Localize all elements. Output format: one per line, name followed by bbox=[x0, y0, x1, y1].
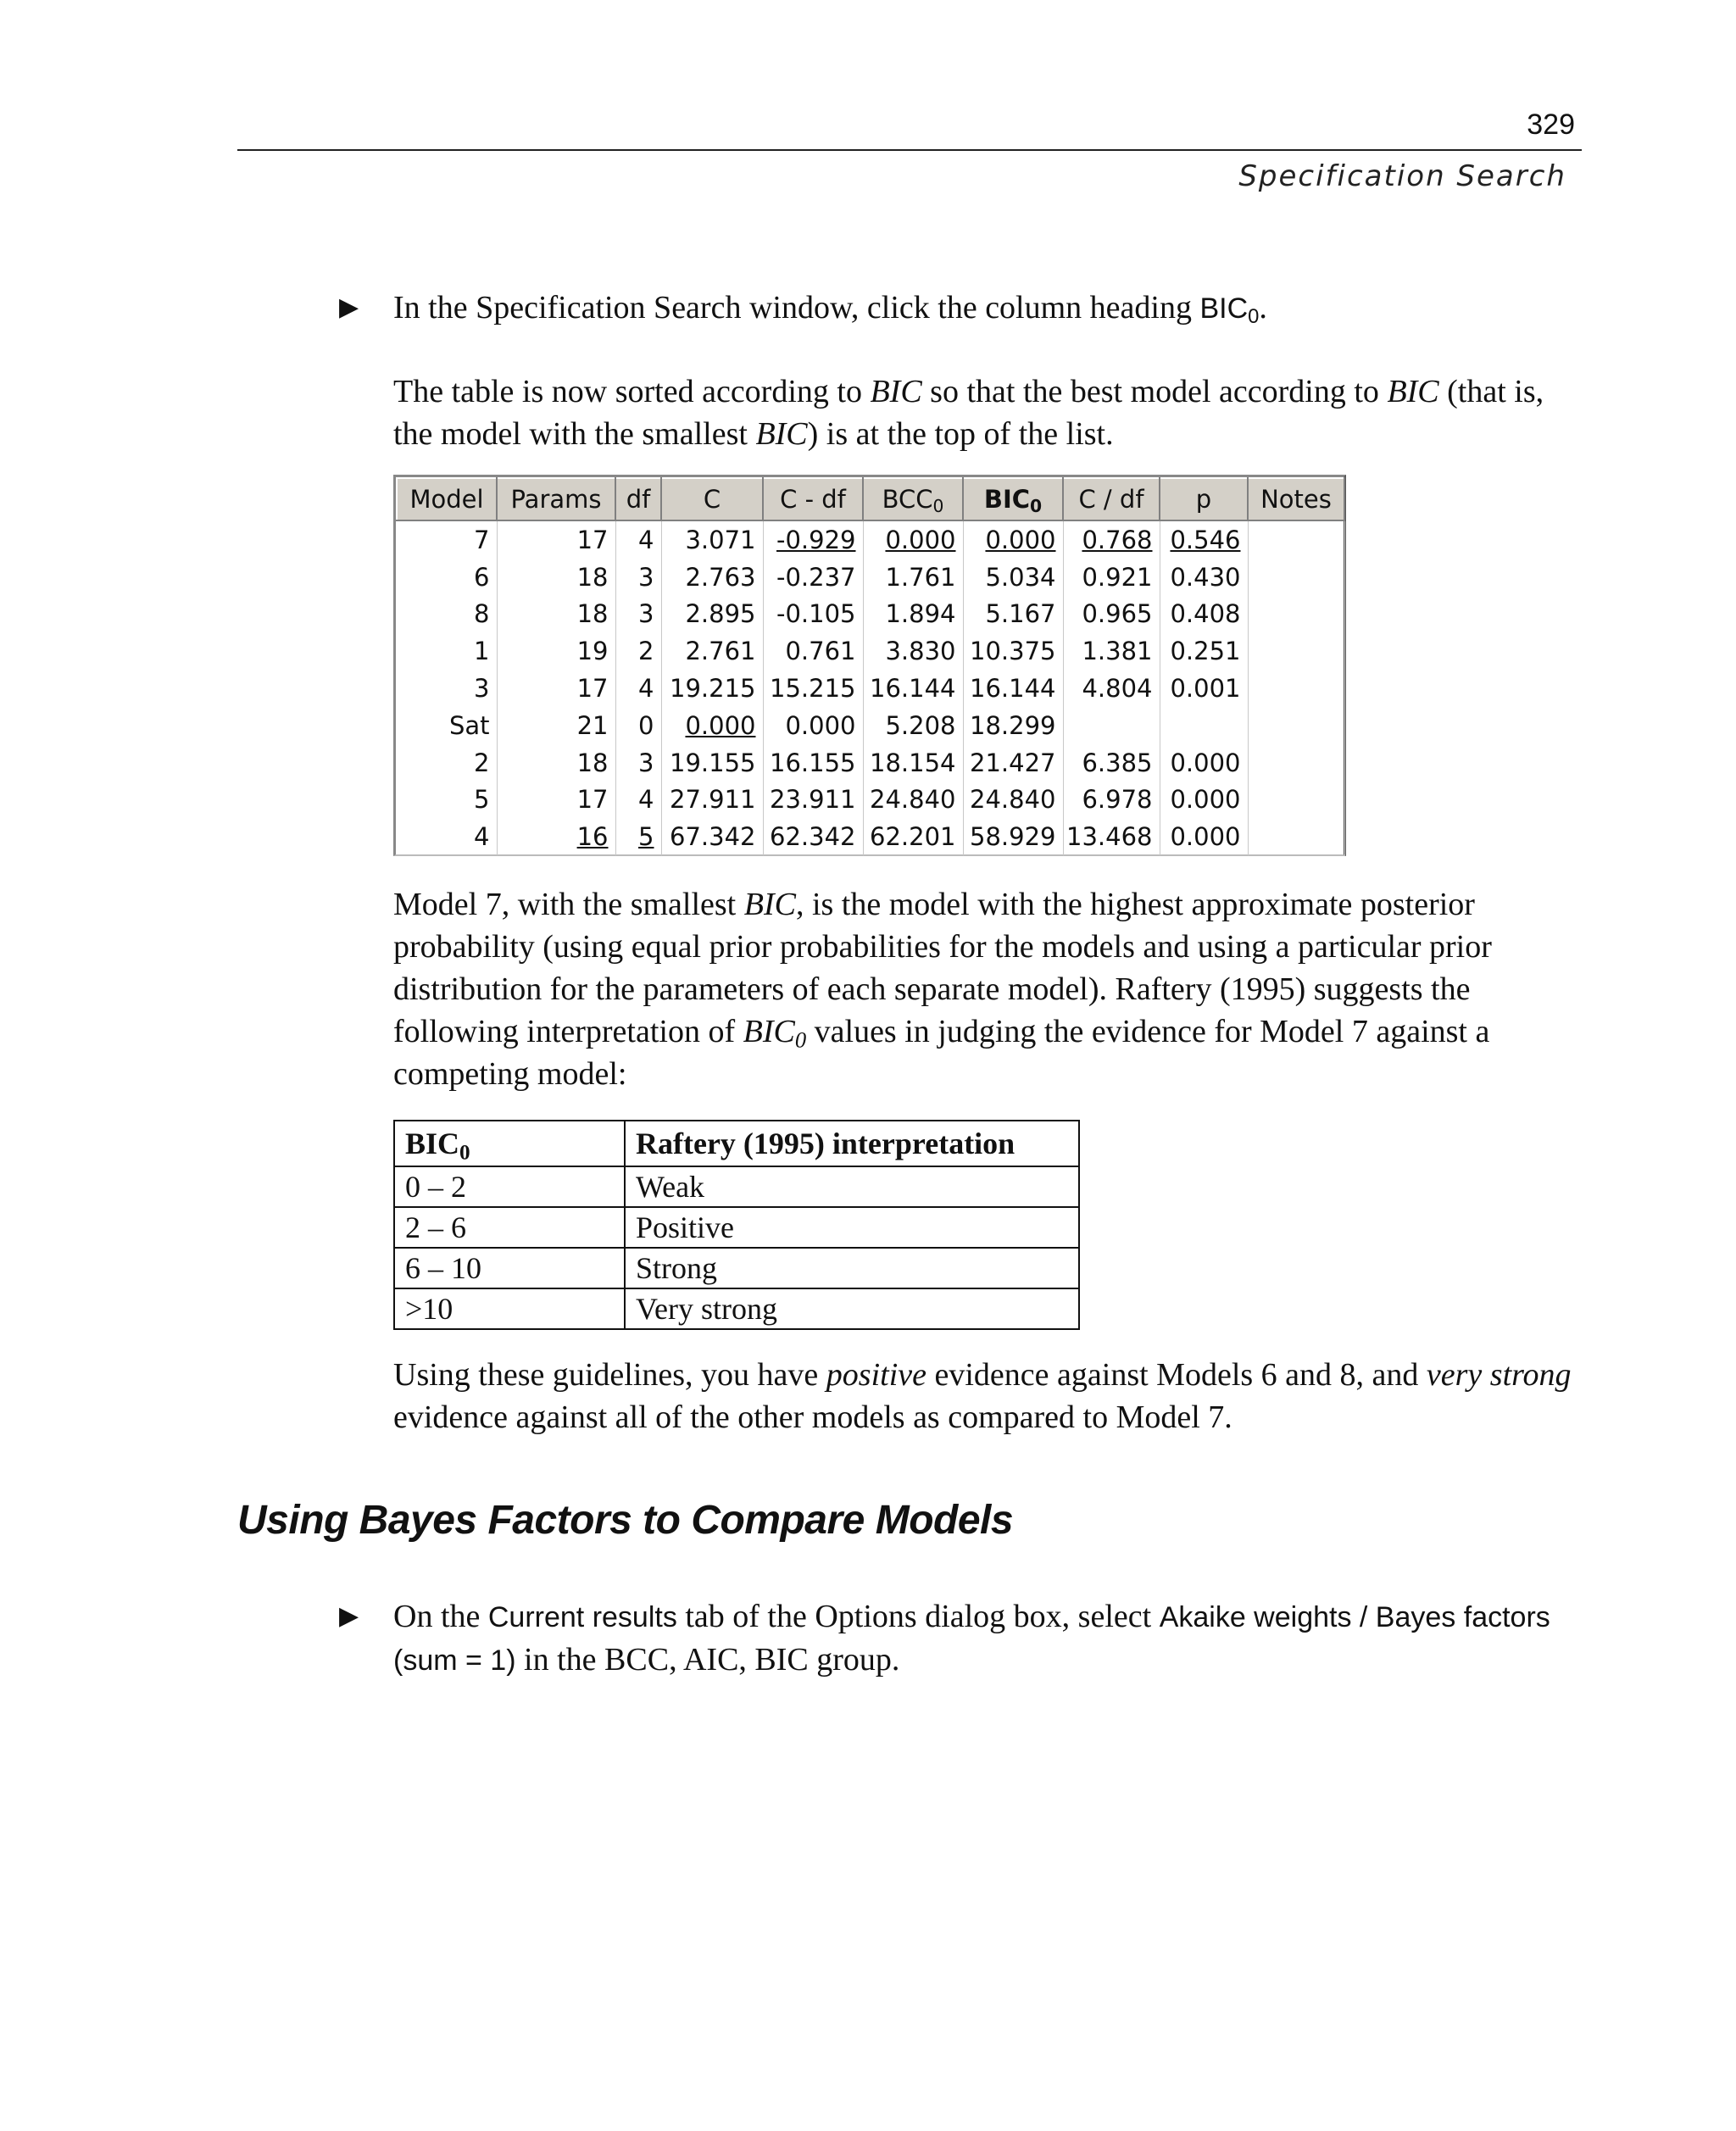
column-header-c-df[interactable]: C - df bbox=[763, 478, 863, 520]
cell-c-df: 0.000 bbox=[763, 707, 863, 744]
para1-italic-2: BIC bbox=[1387, 374, 1439, 409]
cell-c: 2.763 bbox=[661, 559, 763, 596]
step-1-text-after: . bbox=[1259, 290, 1267, 325]
para2-italic-1: BIC bbox=[743, 887, 796, 922]
cell-c: 27.911 bbox=[661, 782, 763, 819]
cell-df: 3 bbox=[615, 744, 661, 782]
cell-model: 2 bbox=[397, 744, 497, 782]
raftery-header-bic-label: BIC bbox=[405, 1127, 460, 1160]
cell-model: 7 bbox=[397, 520, 497, 559]
raftery-header-bic0 bbox=[394, 1121, 625, 1166]
cell-bic0: 16.144 bbox=[963, 670, 1063, 707]
para1-text-2: so that the best model according to bbox=[921, 374, 1388, 409]
column-header-bcc0[interactable] bbox=[863, 478, 963, 520]
para1-text-1: The table is now sorted according to bbox=[393, 374, 871, 409]
table-row[interactable] bbox=[397, 559, 1344, 596]
para1-italic-1: BIC bbox=[870, 374, 922, 409]
step-1-ui-label bbox=[1199, 292, 1260, 328]
cell-c-per-df: 13.468 bbox=[1063, 818, 1160, 855]
para1-italic-3: BIC bbox=[755, 416, 808, 452]
table-row[interactable] bbox=[397, 520, 1344, 559]
cell-c-df: -0.929 bbox=[763, 520, 863, 559]
cell-p: 0.546 bbox=[1160, 520, 1248, 559]
para2-italic-2: BIC bbox=[743, 1014, 795, 1049]
table-row[interactable] bbox=[397, 818, 1344, 855]
specification-search-table bbox=[393, 475, 1346, 856]
cell-c-per-df: 0.921 bbox=[1063, 559, 1160, 596]
bic-sub: 0 bbox=[1030, 496, 1043, 517]
para3-text-1: Using these guidelines, you have bbox=[393, 1357, 826, 1393]
cell-params: 17 bbox=[497, 520, 615, 559]
bullet-arrow-icon: ▶ bbox=[339, 1601, 359, 1631]
cell-model: Sat bbox=[397, 707, 497, 744]
page-number: 329 bbox=[1527, 108, 1575, 141]
para1-text-3: (that is, the model with the smallest bbox=[393, 374, 1544, 452]
cell-notes bbox=[1248, 632, 1344, 670]
column-header-p[interactable]: p bbox=[1160, 478, 1248, 520]
para2-italic-bic0 bbox=[743, 1014, 807, 1053]
cell-bic0: 10.375 bbox=[963, 632, 1063, 670]
para2-text-2: , is the model with the highest approximate posterior probability (using equal prior probabilities for the models and using a particular prior distribution for the parameters of each separate model). Raftery (1995) suggests the following interpretation of bbox=[393, 887, 1492, 1049]
cell-c: 0.000 bbox=[661, 707, 763, 744]
paragraph-guidelines-conclusion bbox=[393, 1354, 1580, 1438]
cell-bcc0: 0.000 bbox=[863, 520, 963, 559]
cell-params: 18 bbox=[497, 596, 615, 633]
section-title: Using Bayes Factors to Compare Models bbox=[237, 1498, 1014, 1543]
column-header-c[interactable]: C bbox=[661, 478, 763, 520]
cell-bcc0: 16.144 bbox=[863, 670, 963, 707]
cell-p: 0.000 bbox=[1160, 818, 1248, 855]
cell-p bbox=[1160, 707, 1248, 744]
step-2-text-2: tab of the Options dialog box, select bbox=[676, 1599, 1160, 1634]
cell-p: 0.251 bbox=[1160, 632, 1248, 670]
cell-bcc0: 1.761 bbox=[863, 559, 963, 596]
column-header-model[interactable]: Model bbox=[397, 478, 497, 520]
cell-params: 21 bbox=[497, 707, 615, 744]
bcc-label: BCC bbox=[882, 485, 933, 514]
step-1-text-before: In the Specification Search window, click the column heading bbox=[393, 290, 1200, 325]
cell-params: 16 bbox=[497, 818, 615, 855]
cell-notes bbox=[1248, 782, 1344, 819]
column-header-params[interactable]: Params bbox=[497, 478, 615, 520]
cell-bic0: 5.034 bbox=[963, 559, 1063, 596]
cell-model: 1 bbox=[397, 632, 497, 670]
table-row bbox=[394, 1288, 1079, 1329]
running-head: Specification Search bbox=[1238, 159, 1566, 193]
cell-c: 19.155 bbox=[661, 744, 763, 782]
para3-text-2: evidence against Models 6 and 8, and bbox=[926, 1357, 1427, 1393]
step-2-text bbox=[393, 1595, 1580, 1682]
cell-c-per-df: 0.768 bbox=[1063, 520, 1160, 559]
cell-params: 17 bbox=[497, 670, 615, 707]
cell-p: 0.430 bbox=[1160, 559, 1248, 596]
cell-c: 2.761 bbox=[661, 632, 763, 670]
column-header-notes[interactable]: Notes bbox=[1248, 478, 1344, 520]
cell-params: 18 bbox=[497, 744, 615, 782]
ui-label-bic: BIC bbox=[1199, 292, 1249, 325]
cell-p: 0.001 bbox=[1160, 670, 1248, 707]
cell-c-per-df bbox=[1063, 707, 1160, 744]
paragraph-sort-explanation bbox=[393, 370, 1580, 455]
bcc-sub: 0 bbox=[932, 496, 944, 517]
table-row[interactable] bbox=[397, 707, 1344, 744]
cell-notes bbox=[1248, 670, 1344, 707]
cell-c-per-df: 1.381 bbox=[1063, 632, 1160, 670]
raftery-header-interpretation: Raftery (1995) interpretation bbox=[625, 1121, 1079, 1166]
cell-c: 19.215 bbox=[661, 670, 763, 707]
cell-df: 0 bbox=[615, 707, 661, 744]
spec-table-grid bbox=[396, 477, 1345, 855]
table-row bbox=[394, 1207, 1079, 1248]
cell-bcc0: 24.840 bbox=[863, 782, 963, 819]
cell-c-df: -0.105 bbox=[763, 596, 863, 633]
raftery-header-row bbox=[394, 1121, 1079, 1166]
cell-notes bbox=[1248, 744, 1344, 782]
cell-notes bbox=[1248, 559, 1344, 596]
para2-text-3: values in judging the evidence for Model 7 against a competing model: bbox=[393, 1014, 1490, 1092]
raftery-interpretation: Very strong bbox=[625, 1288, 1079, 1329]
cell-model: 3 bbox=[397, 670, 497, 707]
cell-notes bbox=[1248, 818, 1344, 855]
table-row[interactable] bbox=[397, 632, 1344, 670]
cell-bic0: 24.840 bbox=[963, 782, 1063, 819]
cell-c: 3.071 bbox=[661, 520, 763, 559]
paragraph-posterior-probability bbox=[393, 883, 1580, 1095]
spec-table-header-row bbox=[397, 478, 1344, 520]
cell-bic0: 0.000 bbox=[963, 520, 1063, 559]
cell-df: 3 bbox=[615, 596, 661, 633]
table-row[interactable] bbox=[397, 596, 1344, 633]
table-row[interactable] bbox=[397, 670, 1344, 707]
cell-p: 0.000 bbox=[1160, 744, 1248, 782]
bullet-arrow-icon: ▶ bbox=[339, 292, 359, 322]
cell-c-df: 16.155 bbox=[763, 744, 863, 782]
raftery-range: >10 bbox=[394, 1288, 625, 1329]
cell-c-df: 0.761 bbox=[763, 632, 863, 670]
cell-bic0: 58.929 bbox=[963, 818, 1063, 855]
step-2 bbox=[339, 1595, 1577, 1689]
raftery-header-bic-sub: 0 bbox=[459, 1141, 470, 1165]
cell-c-df: 62.342 bbox=[763, 818, 863, 855]
cell-c-df: 15.215 bbox=[763, 670, 863, 707]
raftery-range: 2 – 6 bbox=[394, 1207, 625, 1248]
cell-params: 18 bbox=[497, 559, 615, 596]
step-2-text-1: On the bbox=[393, 1599, 488, 1634]
cell-model: 8 bbox=[397, 596, 497, 633]
cell-bic0: 21.427 bbox=[963, 744, 1063, 782]
para1-text-4: ) is at the top of the list. bbox=[807, 416, 1114, 452]
cell-c: 67.342 bbox=[661, 818, 763, 855]
cell-p: 0.408 bbox=[1160, 596, 1248, 633]
para2-text-1: Model 7, with the smallest bbox=[393, 887, 744, 922]
cell-c-per-df: 6.978 bbox=[1063, 782, 1160, 819]
cell-bcc0: 3.830 bbox=[863, 632, 963, 670]
para2-italic-2-sub: 0 bbox=[794, 1027, 807, 1053]
cell-bcc0: 5.208 bbox=[863, 707, 963, 744]
raftery-range: 6 – 10 bbox=[394, 1248, 625, 1288]
table-row bbox=[394, 1166, 1079, 1207]
step-1 bbox=[339, 287, 1577, 337]
table-row[interactable] bbox=[397, 744, 1344, 782]
para3-italic-2: very strong bbox=[1426, 1357, 1572, 1393]
cell-p: 0.000 bbox=[1160, 782, 1248, 819]
cell-df: 4 bbox=[615, 782, 661, 819]
header-rule bbox=[237, 149, 1582, 151]
ui-label-bic-sub: 0 bbox=[1248, 304, 1260, 328]
cell-c-per-df: 6.385 bbox=[1063, 744, 1160, 782]
cell-notes bbox=[1248, 596, 1344, 633]
cell-df: 5 bbox=[615, 818, 661, 855]
para3-text-3: evidence against all of the other models as compared to Model 7. bbox=[393, 1399, 1232, 1435]
cell-df: 2 bbox=[615, 632, 661, 670]
bic-label: BIC bbox=[983, 485, 1031, 514]
step-2-text-3: in the BCC, AIC, BIC group. bbox=[515, 1642, 900, 1678]
cell-params: 19 bbox=[497, 632, 615, 670]
table-row[interactable] bbox=[397, 782, 1344, 819]
cell-bcc0: 1.894 bbox=[863, 596, 963, 633]
raftery-interpretation: Weak bbox=[625, 1166, 1079, 1207]
step-1-text bbox=[393, 287, 1580, 330]
cell-notes bbox=[1248, 520, 1344, 559]
cell-model: 5 bbox=[397, 782, 497, 819]
cell-bic0: 18.299 bbox=[963, 707, 1063, 744]
ui-label-current-results: Current results bbox=[487, 1601, 677, 1633]
cell-c-per-df: 4.804 bbox=[1063, 670, 1160, 707]
para3-italic-1: positive bbox=[826, 1357, 926, 1393]
cell-model: 6 bbox=[397, 559, 497, 596]
raftery-interpretation-table bbox=[393, 1120, 1080, 1330]
cell-c: 2.895 bbox=[661, 596, 763, 633]
table-row bbox=[394, 1248, 1079, 1288]
raftery-range: 0 – 2 bbox=[394, 1166, 625, 1207]
cell-df: 4 bbox=[615, 520, 661, 559]
cell-c-df: -0.237 bbox=[763, 559, 863, 596]
cell-c-per-df: 0.965 bbox=[1063, 596, 1160, 633]
cell-bcc0: 62.201 bbox=[863, 818, 963, 855]
cell-df: 4 bbox=[615, 670, 661, 707]
cell-bcc0: 18.154 bbox=[863, 744, 963, 782]
column-header-df[interactable]: df bbox=[615, 478, 661, 520]
cell-params: 17 bbox=[497, 782, 615, 819]
raftery-interpretation: Strong bbox=[625, 1248, 1079, 1288]
ui-label-akaike-weights: Akaike weights / Bayes factors (sum = 1) bbox=[393, 1601, 1550, 1677]
column-header-bic0[interactable] bbox=[963, 478, 1063, 520]
cell-bic0: 5.167 bbox=[963, 596, 1063, 633]
cell-c-df: 23.911 bbox=[763, 782, 863, 819]
cell-notes bbox=[1248, 707, 1344, 744]
cell-df: 3 bbox=[615, 559, 661, 596]
cell-model: 4 bbox=[397, 818, 497, 855]
column-header-c-per-df[interactable]: C / df bbox=[1063, 478, 1160, 520]
raftery-interpretation: Positive bbox=[625, 1207, 1079, 1248]
